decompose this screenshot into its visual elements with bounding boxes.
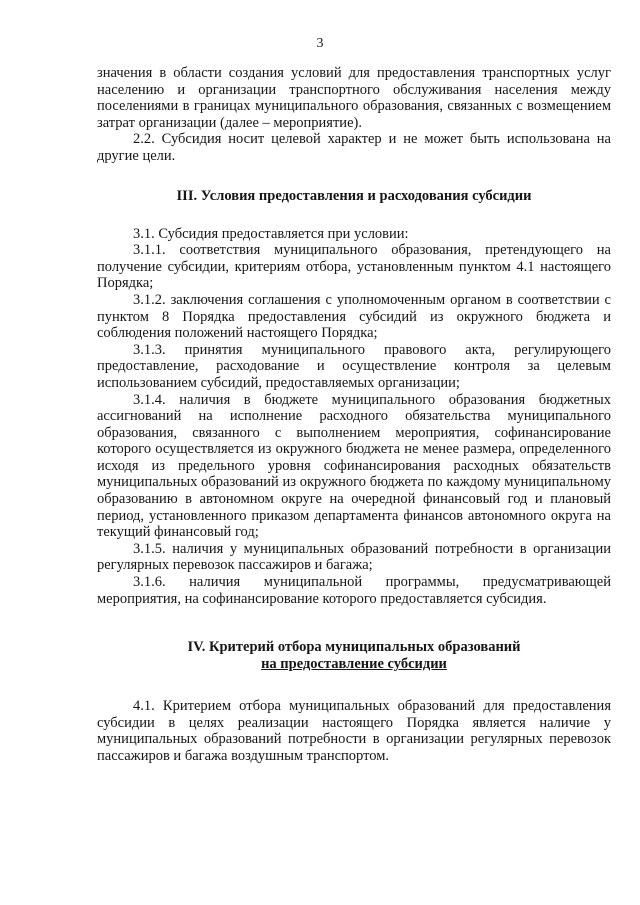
spacer xyxy=(97,165,611,188)
paragraph-3-1: 3.1. Субсидия предоставляется при условии: xyxy=(133,225,409,242)
spacer xyxy=(97,607,611,639)
paragraph-2-2: 2.2. Субсидия носит целевой характер и не может быть использована на другие цели. xyxy=(97,131,611,164)
paragraph-3-1-3: 3.1.3. принятия муниципального правового акта, регулирующего предоставление, расходование и осуществление контроля за целевым использованием субсидий, предоставляемых организации; xyxy=(97,341,611,391)
section-3-heading: III. Условия предоставления и расходования субсидии xyxy=(176,187,532,204)
spacer xyxy=(97,673,611,698)
paragraph-3-1-1: 3.1.1. соответствия муниципального образования, претендующего на получение субсидии, критериям отбора, установленным пунктом 4.1 настоящего Порядка; xyxy=(97,242,611,292)
section-4-heading-line2 xyxy=(97,656,611,673)
paragraph-3-1-5: 3.1.5. наличия у муниципальных образований потребности в организации регулярных перевозок пассажиров и багажа; xyxy=(97,540,611,574)
paragraph-3-1-4: 3.1.4. наличия в бюджете муниципального образования бюджетных ассигнований на исполнение расходного обязательства муниципального образования, связанного с выполнением мероприятия, софинансирование которого осуществляется из окружного бюджета не менее размера, определенного исходя из предельного уровня софинансирования расходных обязательств муниципальных образований из окружного бюджета по каждому муниципальному образованию в автономном округе на очередной финансовый год и плановый период, установленного приказом департамента финансов автономного округа на текущий финансовый год; xyxy=(97,391,611,541)
spacer xyxy=(97,205,611,226)
paragraph-3-1-6: 3.1.6. наличия муниципальной программы, предусматривающей мероприятия, на софинансирование которого предоставляется субсидия. xyxy=(97,574,611,607)
section-4-heading-line1: IV. Критерий отбора муниципальных образований xyxy=(187,639,521,656)
paragraph-4-1: 4.1. Критерием отбора муниципальных образований для предоставления субсидии в целях реализации настоящего Порядка является наличие у муниципальных образований потребности в организации регулярных перевозок пассажиров и багажа воздушным транспортом. xyxy=(97,698,611,764)
section-4-heading-line2-text: на предоставление субсидии xyxy=(261,656,447,673)
document-body xyxy=(97,65,611,765)
paragraph-3-1-2: 3.1.2. заключения соглашения с уполномоченным органом в соответствии с пунктом 8 Порядка предоставления субсидий из окружного бюджета и соблюдения положений настоящего Порядка; xyxy=(97,291,611,342)
page-number: 3 xyxy=(316,36,324,51)
paragraph-continuation: значения в области создания условий для предоставления транспортных услуг населению и организации транспортного обслуживания населения между поселениями в границах муниципального образования, связанных с возмещением затрат организации (далее – мероприятие). xyxy=(97,65,611,131)
